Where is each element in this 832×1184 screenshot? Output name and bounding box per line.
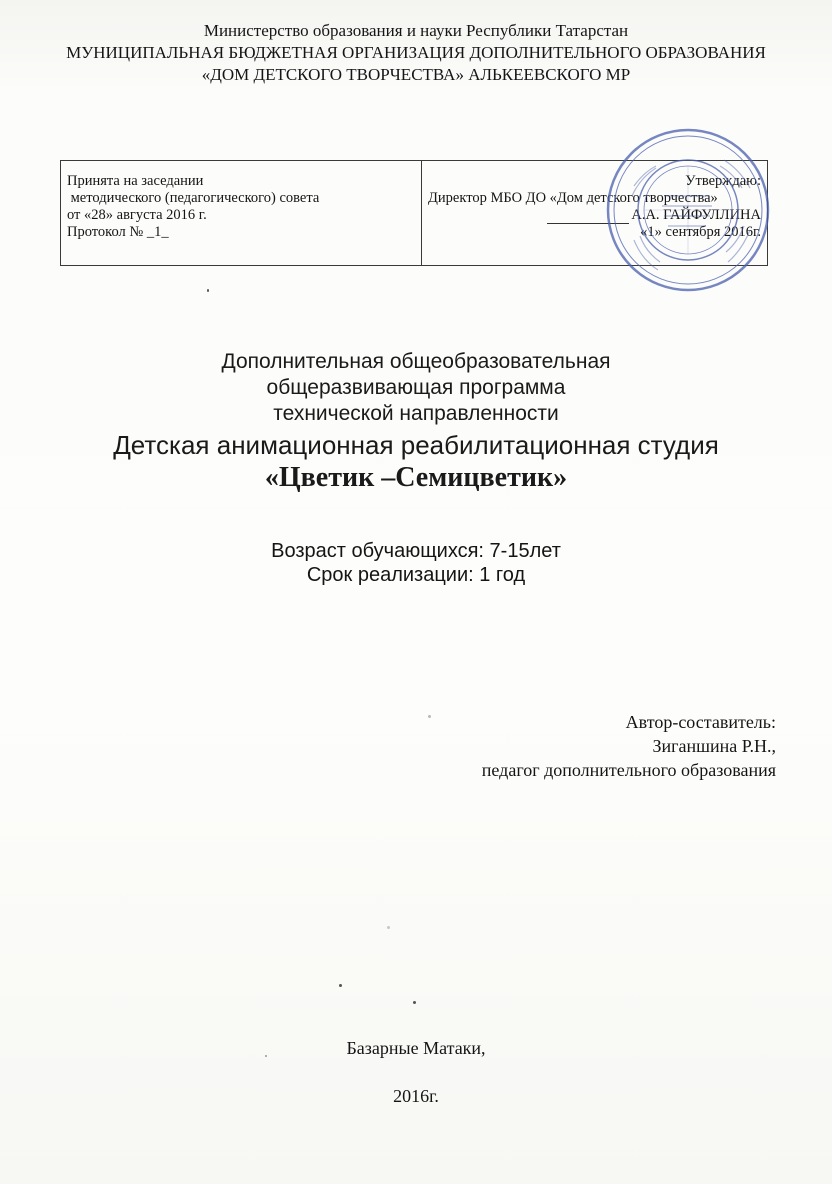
approve-title: Утверждаю:	[685, 173, 761, 189]
accepted-line-2: методического (педагогического) совета	[67, 190, 320, 206]
author-name: Зиганшина Р.Н.,	[652, 736, 776, 756]
approval-table	[60, 160, 768, 266]
scan-speck	[207, 289, 209, 292]
implementation-term: Срок реализации: 1 год	[306, 564, 526, 586]
scan-speck	[387, 926, 390, 929]
institution-name: «ДОМ ДЕТСКОГО ТВОРЧЕСТВА» АЛЬКЕЕВСКОГО МР	[201, 65, 631, 84]
author-position: педагог дополнительного образования	[481, 760, 776, 780]
scan-speck	[265, 1055, 267, 1057]
document-header	[0, 20, 832, 86]
accepted-date: от «28» августа 2016 г.	[67, 207, 207, 223]
accepted-line-1: Принята на заседании	[67, 173, 204, 189]
studio-title: «Цветик –Семицветик»	[264, 462, 568, 493]
signature-line	[428, 207, 761, 224]
student-age: Возраст обучающихся: 7-15лет	[271, 540, 561, 562]
director-title: Директор МБО ДО «Дом детского творчества»	[428, 190, 718, 206]
author-block	[482, 710, 776, 782]
accepted-cell	[61, 161, 422, 265]
publication-place: Базарные Матаки,	[346, 1038, 486, 1058]
program-title-block	[0, 349, 832, 495]
director-name: А.А. ГАЙФУЛЛИНА	[631, 207, 761, 223]
author-label: Автор-составитель:	[625, 712, 776, 732]
approve-date: «1» сентября 2016г.	[640, 224, 761, 240]
program-title-line-1: Дополнительная общеобразовательная	[221, 350, 611, 373]
scan-speck	[428, 715, 431, 718]
studio-name: Детская анимационная реабилитационная студия	[113, 430, 719, 460]
publication-year: 2016г.	[393, 1086, 439, 1106]
program-title-line-3: технической направленности	[273, 402, 559, 425]
program-title-line-2: общеразвивающая программа	[266, 376, 566, 399]
scan-speck	[413, 1001, 416, 1004]
signature-underline	[547, 211, 629, 224]
organization-name: МУНИЦИПАЛЬНАЯ БЮДЖЕТНАЯ ОРГАНИЗАЦИЯ ДОПОЛНИТЕЛЬНОГО ОБРАЗОВАНИЯ	[66, 43, 766, 62]
program-meta	[0, 539, 832, 587]
scan-speck	[339, 984, 342, 987]
ministry-name: Министерство образования и науки Республики Татарстан	[203, 21, 629, 40]
approved-cell	[422, 161, 767, 265]
protocol-number: Протокол № _1_	[67, 224, 169, 240]
